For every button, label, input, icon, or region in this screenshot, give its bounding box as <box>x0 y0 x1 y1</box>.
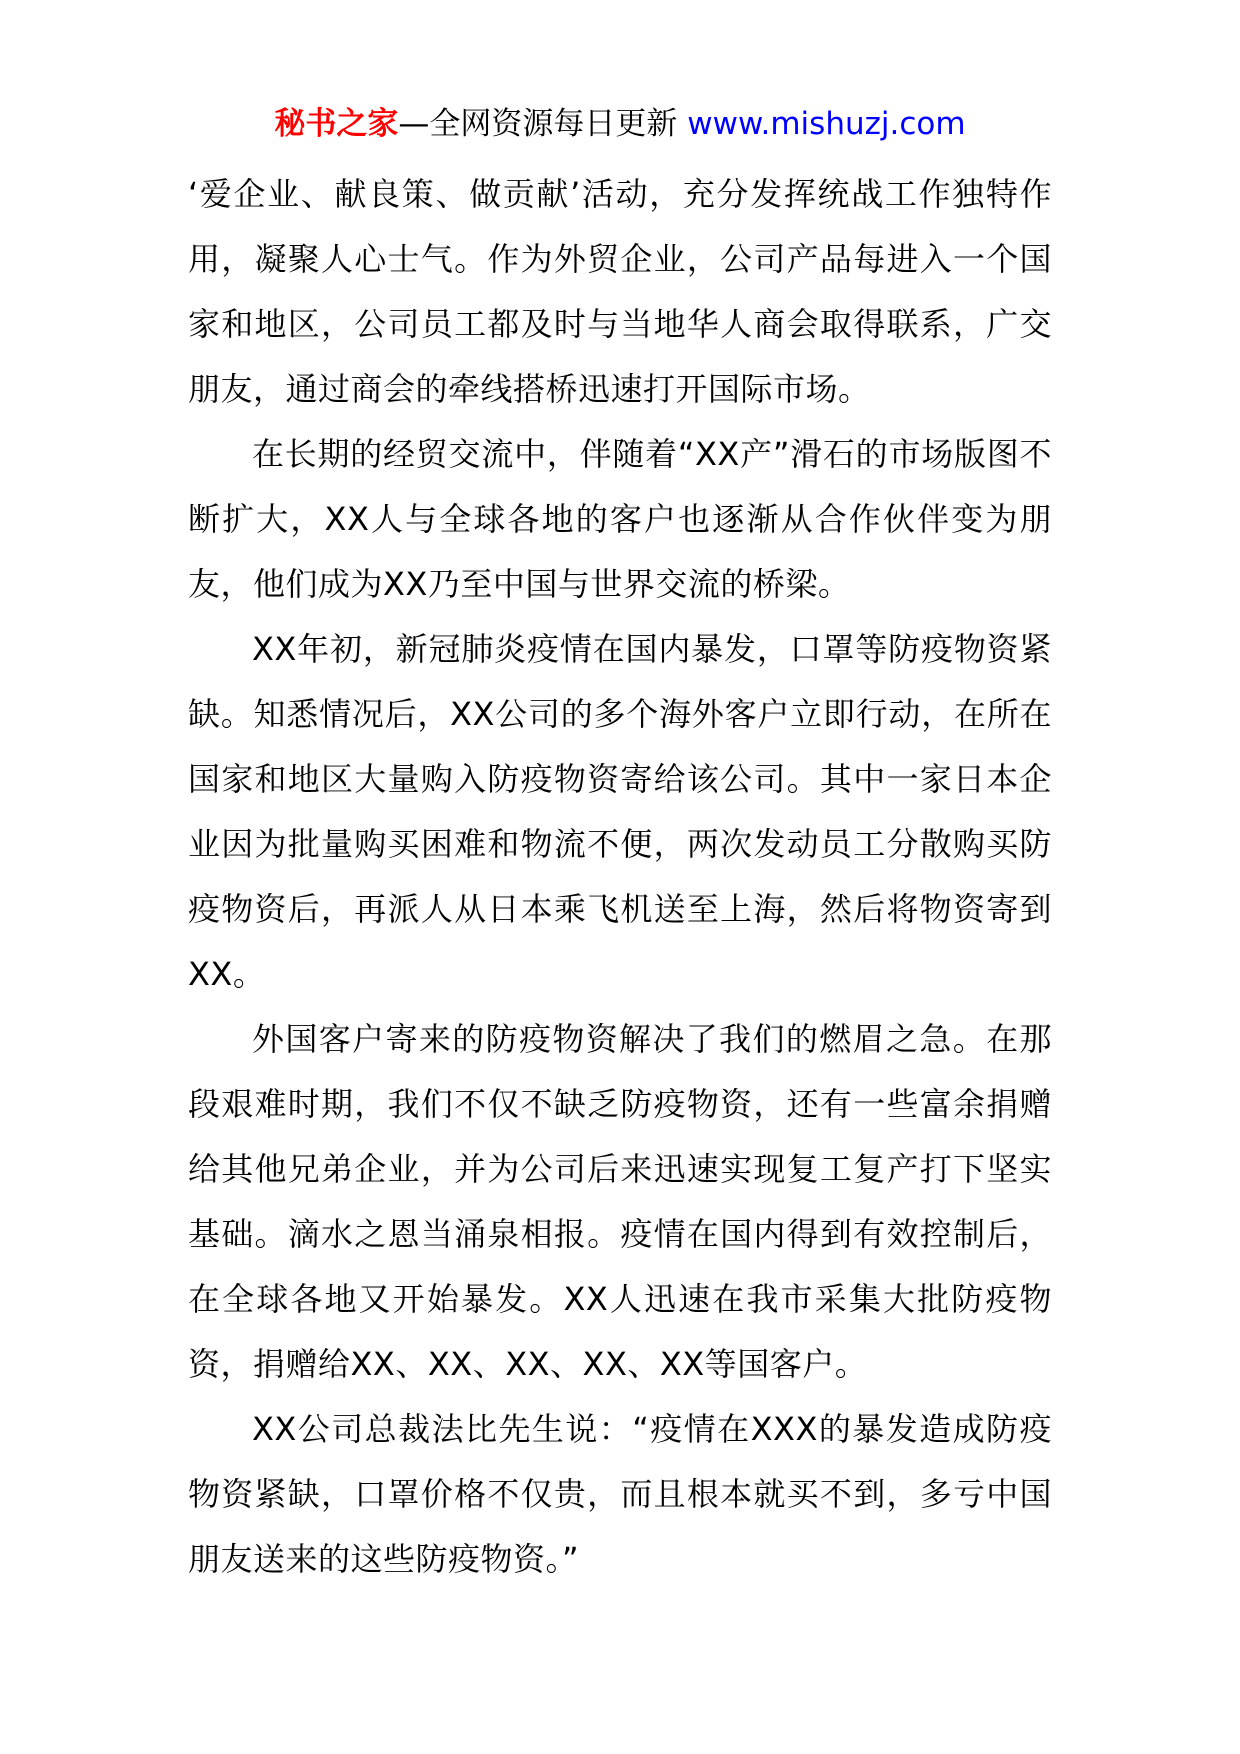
document-body <box>188 162 1052 1592</box>
header-tagline: —全网资源每日更新 <box>398 106 678 142</box>
paragraph-2: 在长期的经贸交流中，伴随着“XX产”滑石的市场版图不断扩大，XX人与全球各地的客户也逐渐从合作伙伴变为朋友，他们成为XX乃至中国与世界交流的桥梁。 <box>188 435 1052 603</box>
page-header <box>0 104 1240 144</box>
paragraph-5: XX公司总裁法比先生说：“疫情在XXX的暴发造成防疫物资紧缺，口罩价格不仅贵，而且根本就买不到，多亏中国朋友送来的这些防疫物资。” <box>188 1410 1052 1578</box>
brand-name: 秘书之家 <box>274 106 399 142</box>
paragraph-1: ‘爱企业、献良策、做贡献’活动，充分发挥统战工作独特作用，凝聚人心士气。作为外贸企业，公司产品每进入一个国家和地区，公司员工都及时与当地华人商会取得联系，广交朋友，通过商会的牵线搭桥迅速打开国际市场。 <box>188 175 1052 408</box>
paragraph-4: 外国客户寄来的防疫物资解决了我们的燃眉之急。在那段艰难时期，我们不仅不缺乏防疫物资，还有一些富余捐赠给其他兄弟企业，并为公司后来迅速实现复工复产打下坚实基础。滴水之恩当涌泉相报。疫情在国内得到有效控制后，在全球各地又开始暴发。XX人迅速在我市采集大批防疫物资，捐赠给XX、XX、XX、XX、XX等国客户。 <box>188 1020 1052 1383</box>
site-url-link[interactable]: www.mishuzj.com <box>687 106 966 142</box>
paragraph-3: XX年初，新冠肺炎疫情在国内暴发，口罩等防疫物资紧缺。知悉情况后，XX公司的多个海外客户立即行动，在所在国家和地区大量购入防疫物资寄给该公司。其中一家日本企业因为批量购买困难和物流不便，两次发动员工分散购买防疫物资后，再派人从日本乘飞机送至上海，然后将物资寄到XX。 <box>188 630 1052 993</box>
